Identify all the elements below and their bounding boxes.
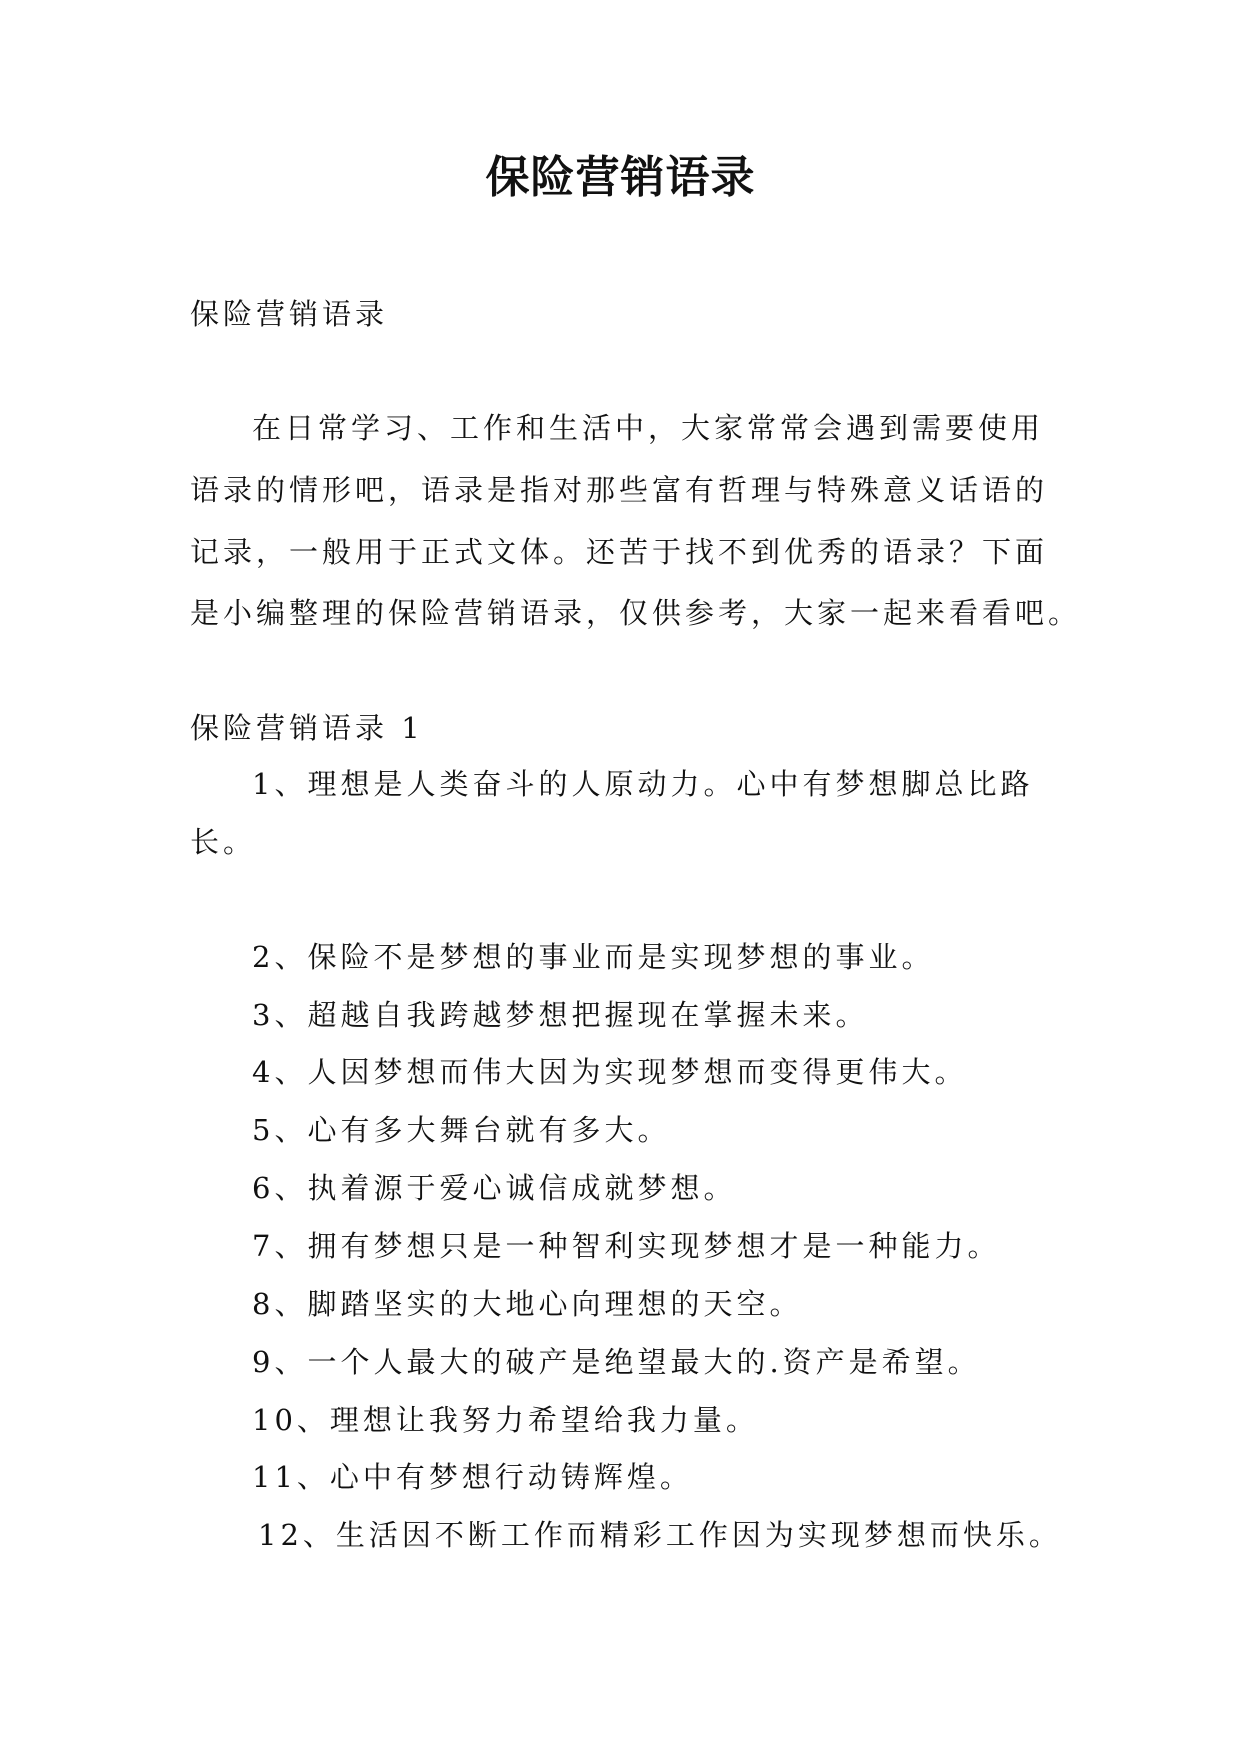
document-title: 保险营销语录 [485, 152, 756, 203]
list-item: 11、心中有梦想行动铸辉煌。 [252, 1460, 693, 1494]
list-item-1-line-1: 1、理想是人类奋斗的人原动力。心中有梦想脚总比路 [252, 767, 1034, 801]
list-item-1-line-2: 长。 [190, 825, 257, 859]
list-item: 2、保险不是梦想的事业而是实现梦想的事业。 [252, 940, 935, 974]
document-subtitle: 保险营销语录 [190, 297, 389, 331]
intro-line-1: 在日常学习、工作和生活中，大家常常会遇到需要使用 [252, 411, 1045, 445]
list-item: 6、执着源于爱心诚信成就梦想。 [252, 1171, 737, 1205]
list-item: 12、生活因不断工作而精彩工作因为实现梦想而快乐。 [258, 1518, 1062, 1552]
intro-line-3: 记录，一般用于正式文体。还苦于找不到优秀的语录？下面 [190, 535, 1049, 569]
intro-line-2: 语录的情形吧，语录是指对那些富有哲理与特殊意义话语的 [190, 473, 1049, 507]
list-item: 9、一个人最大的破产是绝望最大的.资产是希望。 [252, 1345, 981, 1379]
intro-line-4: 是小编整理的保险营销语录，仅供参考，大家一起来看看吧。 [190, 596, 1082, 630]
list-item: 8、脚踏坚实的大地心向理想的天空。 [252, 1287, 803, 1321]
list-item: 4、人因梦想而伟大因为实现梦想而变得更伟大。 [252, 1055, 968, 1089]
list-item: 10、理想让我努力希望给我力量。 [252, 1403, 759, 1437]
list-item: 7、拥有梦想只是一种智利实现梦想才是一种能力。 [252, 1229, 1001, 1263]
section-heading: 保险营销语录 1 [190, 711, 424, 745]
list-item: 3、超越自我跨越梦想把握现在掌握未来。 [252, 998, 869, 1032]
list-item: 5、心有多大舞台就有多大。 [252, 1113, 671, 1147]
